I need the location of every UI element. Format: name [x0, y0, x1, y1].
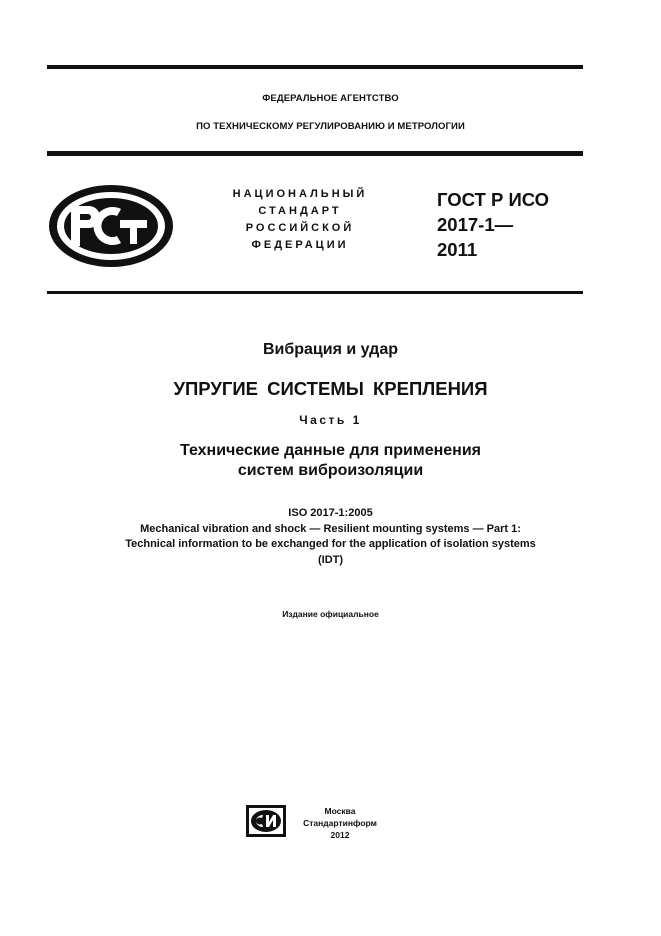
publisher-city: Москва: [324, 806, 356, 816]
document-main-title: УПРУГИЕ СИСТЕМЫ КРЕПЛЕНИЯ: [173, 378, 488, 399]
document-part: Часть 1: [299, 413, 362, 427]
designation-line2: 2017-1—: [437, 214, 514, 235]
rst-logo-icon: [47, 183, 175, 269]
standard-designation: [437, 187, 549, 262]
iso-english-title-line1: Mechanical vibration and shock — Resilient mounting systems — Part 1:: [140, 522, 521, 535]
iso-reference-block: [0, 506, 661, 568]
middle-rule: [47, 151, 583, 156]
part-title-line2: систем виброизоляции: [237, 462, 424, 479]
bottom-rule: [47, 291, 583, 294]
designation-line1: ГОСТ Р ИСО: [437, 189, 550, 210]
iso-equivalence: (IDT): [317, 553, 344, 566]
standard-type-line2: СТАНДАРТ: [258, 205, 342, 217]
publisher-year: 2012: [330, 830, 350, 840]
standartinform-logo-icon: [246, 805, 286, 837]
standard-type-line3: РОССИЙСКОЙ: [245, 222, 355, 234]
agency-name-line1: ФЕДЕРАЛЬНОЕ АГЕНТСТВО: [262, 93, 399, 104]
publisher-name: Стандартинформ: [303, 818, 377, 828]
top-rule: [47, 65, 583, 69]
designation-line3: 2011: [437, 239, 478, 260]
standard-type: [205, 186, 395, 254]
standard-type-line1: НАЦИОНАЛЬНЫЙ: [232, 188, 368, 200]
document-part-title: [0, 441, 661, 481]
iso-english-title-line2: Technical information to be exchanged for the application of isolation systems: [125, 538, 536, 550]
standard-type-line4: ФЕДЕРАЦИИ: [251, 239, 349, 251]
agency-name-line2: ПО ТЕХНИЧЕСКОМУ РЕГУЛИРОВАНИЮ И МЕТРОЛОГИИ: [196, 121, 465, 132]
part-title-line1: Технические данные для применения: [179, 442, 482, 459]
iso-reference: ISO 2017-1:2005: [288, 507, 373, 519]
publisher-block: [292, 805, 388, 841]
edition-note: Издание официальное: [282, 609, 379, 619]
document-subject: Вибрация и удар: [262, 341, 398, 358]
